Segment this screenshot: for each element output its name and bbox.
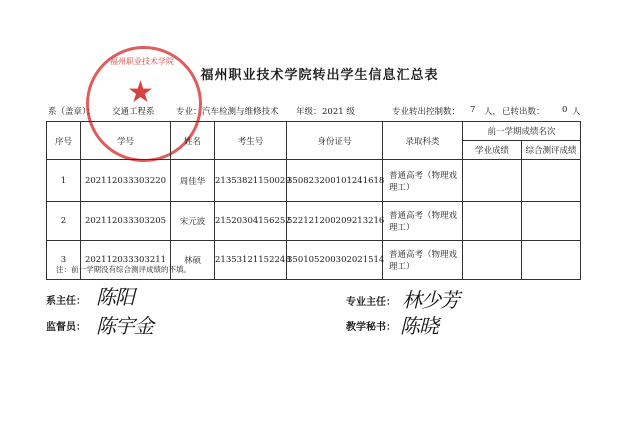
header-prev-semester: 前一学期成绩名次 — [463, 122, 581, 141]
major-label: 专业： — [176, 107, 202, 117]
cell-seq: 1 — [47, 160, 81, 202]
cell-admission: 普通高考（物理戏理工） — [383, 241, 463, 280]
major-head-label: 专业主任： — [346, 297, 396, 308]
page-title: 福州职业技术学院转出学生信息汇总表 — [200, 68, 439, 83]
cell-student-id: 202112033303211 — [81, 241, 171, 280]
cell-admission: 普通高考（物理戏理工） — [383, 202, 463, 241]
cell-seq: 2 — [47, 202, 81, 241]
quota-unit: 人， — [484, 107, 502, 117]
cell-id-card: 350823200101241618 — [287, 160, 383, 202]
supervisor-label: 监督员： — [46, 322, 86, 333]
header-admission: 录取科类 — [383, 122, 463, 160]
cell-name: 周佳华 — [171, 160, 215, 202]
done-label: 已转出数： — [502, 107, 545, 117]
dept-head-label: 系主任： — [46, 296, 86, 307]
grade-value: 2021 级 — [322, 107, 355, 117]
cell-name: 林硕 — [171, 241, 215, 280]
done-unit: 人 — [572, 107, 581, 117]
cell-admission: 普通高考（物理戏理工） — [383, 160, 463, 202]
table-row — [47, 160, 581, 202]
cell-student-id: 202112033303205 — [81, 202, 171, 241]
supervisor-signature: 陈宇金 — [96, 314, 153, 338]
header-exam-id: 考生号 — [215, 122, 287, 160]
cell-name: 宋元波 — [171, 202, 215, 241]
cell-id-card: 350105200302021514 — [287, 241, 383, 280]
seal-star-icon: ★ — [127, 75, 154, 110]
table-row — [47, 202, 581, 241]
cell-academic — [463, 160, 522, 202]
quota-value: 7 — [470, 105, 476, 115]
major-head-signature: 林少芳 — [402, 288, 459, 312]
cell-academic — [463, 241, 522, 280]
secretary-label: 教学秘书： — [346, 322, 396, 333]
cell-academic — [463, 202, 522, 241]
secretary-signature: 陈晓 — [400, 314, 438, 338]
cell-exam-id: 21353121152248 — [215, 241, 287, 280]
cell-overall — [522, 202, 581, 241]
header-row — [47, 122, 581, 141]
cell-exam-id: 21353821150029 — [215, 160, 287, 202]
header-overall: 综合测评成绩 — [522, 141, 581, 160]
quota-label: 专业转出控制数： — [392, 107, 461, 117]
cell-overall — [522, 160, 581, 202]
done-value: 0 — [562, 105, 568, 115]
footnote: 注：前一学期没有综合测评成绩的不填。 — [56, 265, 191, 274]
cell-seq: 3 — [47, 241, 81, 280]
cell-id-card: 522121200209213216 — [287, 202, 383, 241]
header-academic: 学业成绩 — [463, 141, 522, 160]
dept-label: 系（盖章）： — [48, 107, 95, 117]
cell-overall — [522, 241, 581, 280]
major-value: 汽车检测与维修技术 — [202, 107, 279, 117]
header-id-card: 身份证号 — [287, 122, 383, 160]
dept-head-signature: 陈阳 — [96, 285, 134, 309]
cell-student-id: 202112033303220 — [81, 160, 171, 202]
student-transfer-table — [46, 121, 581, 280]
header-student-id: 学号 — [81, 122, 171, 160]
header-name: 姓名 — [171, 122, 215, 160]
grade-label: 年级： — [296, 107, 322, 117]
header-seq: 序号 — [47, 122, 81, 160]
dept-value: 交通工程系 — [112, 107, 155, 117]
cell-exam-id: 21520304156252 — [215, 202, 287, 241]
seal-text: 福州职业技术学院 — [110, 57, 174, 66]
